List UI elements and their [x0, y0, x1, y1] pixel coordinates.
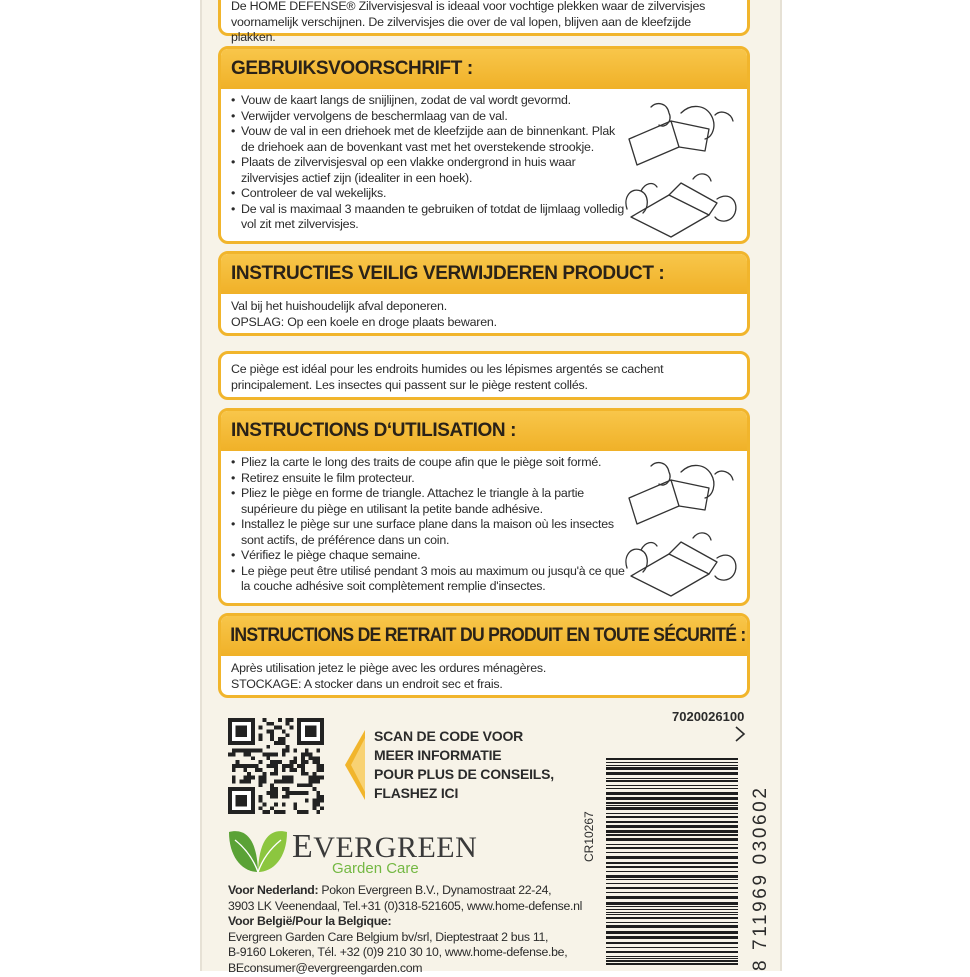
instruction-step: • De val is maximaal 3 maanden te gebruiken of totdat de lijmlaag volledig vol zit met zilvervisjes. — [231, 202, 626, 233]
intro-fr-box — [218, 351, 750, 400]
intro-nl-line1: De HOME DEFENSE® Zilvervisjesval is ideaal voor vochtige plekken waar de zilvervisjes — [231, 0, 706, 13]
instruction-step: • Vouw de val in een driehoek met de kleefzijde aan de binnenkant. Plak de driehoek aan de bovenkant vast met het overstekende strookje. — [231, 124, 626, 155]
chevron-right-icon — [733, 725, 747, 743]
scan-instructions — [374, 727, 614, 803]
contact-be-label: Voor België/Pour la Belgique: — [228, 914, 392, 929]
barcode — [606, 756, 738, 971]
usage-nl-steps — [231, 93, 626, 233]
contact-nl-label: Voor Nederland: — [228, 883, 319, 897]
intro-fr-line1: Ce piège est idéal pour les endroits humides ou les lépismes argentés se cachent — [231, 362, 664, 376]
instruction-step: • Plaats de zilvervisjesval op een vlakke ondergrond in huis waar zilvervisjes actief zijn (idealiter in een hoek). — [231, 155, 626, 186]
removal-nl-heading: INSTRUCTIES VEILIG VERWIJDEREN PRODUCT : — [221, 254, 747, 294]
instruction-step: • Pliez la carte le long des traits de coupe afin que le piège soit formé. — [231, 455, 626, 471]
instruction-step: • Retirez ensuite le film protecteur. — [231, 471, 626, 487]
panel-edge-right — [780, 0, 782, 971]
intro-nl-box — [218, 0, 750, 44]
instruction-step: • Vouw de kaart langs de snijlijnen, zodat de val wordt gevormd. — [231, 93, 626, 109]
instruction-step: • Le piège peut être utilisé pendant 3 mois au maximum ou jusqu'à ce que la couche adhésive soit complètement remplie d'insectes. — [231, 564, 626, 595]
folding-hands-illustration-icon — [621, 453, 741, 603]
removal-nl-box — [218, 251, 750, 336]
removal-fr-line2: STOCKAGE: A stocker dans un endroit sec et frais. — [231, 676, 503, 691]
evergreen-leaf-logo-icon — [227, 828, 289, 876]
usage-fr-box — [218, 408, 750, 606]
panel-edge-left — [200, 0, 202, 971]
brand-name: EVERGREEN — [292, 828, 478, 865]
contact-be-line1: Evergreen Garden Care Belgium bv/srl, Dieptestraat 2 bus 11, — [228, 929, 549, 944]
contact-nl-line2: 3903 LK Veenendaal, Tel.+31 (0)318-521605, www.home-defense.nl — [228, 898, 583, 913]
removal-fr-line1: Après utilisation jetez le piège avec les ordures ménagères. — [231, 661, 547, 675]
folding-hands-illustration-icon — [621, 99, 741, 239]
instruction-step: • Pliez le piège en forme de triangle. Attachez le triangle à la partie supérieure du piège en utilisant la petite bande adhésive. — [231, 486, 626, 517]
cr-code: CR10267 — [582, 811, 596, 862]
scan-line2: MEER INFORMATIE — [374, 747, 502, 763]
usage-fr-steps — [231, 455, 626, 595]
removal-nl-line2: OPSLAG: Op een koele en droge plaats bewaren. — [231, 314, 497, 329]
intro-fr-line2: principalement. Les insectes qui passent sur le piège restent collés. — [231, 377, 588, 392]
contact-be-line2: B-9160 Lokeren, Tél. +32 (0)9 210 30 10, www.home-defense.be, — [228, 945, 568, 960]
usage-nl-box — [218, 46, 750, 244]
contact-info — [228, 883, 598, 977]
product-code: 7020026100 — [672, 709, 745, 724]
intro-nl-line2: voornamelijk verschijnen. De zilvervisjes die over de val lopen, blijven aan de kleefzijde plakken. — [231, 14, 691, 44]
instruction-step: • Installez le piège sur une surface plane dans la maison où les insectes sont actifs, de préférence dans un coin. — [231, 517, 626, 548]
contact-be-line3: BEconsumer@evergreengarden.com — [228, 960, 423, 975]
qr-code[interactable] — [228, 718, 324, 814]
barcode-number: 8 711969 030602 — [750, 785, 771, 971]
scan-line1: SCAN DE CODE VOOR — [374, 728, 524, 744]
instruction-step: • Controleer de val wekelijks. — [231, 186, 626, 202]
removal-fr-box — [218, 613, 750, 698]
scan-line3: POUR PLUS DE CONSEILS, — [374, 766, 554, 782]
instruction-step: • Vérifiez le piège chaque semaine. — [231, 548, 626, 564]
usage-fr-heading: INSTRUCTIONS D‘UTILISATION : — [221, 411, 747, 451]
brand-tagline: Garden Care — [332, 860, 419, 877]
removal-fr-heading: INSTRUCTIONS DE RETRAIT DU PRODUIT EN TOUTE SÉCURITÉ : — [221, 616, 750, 656]
contact-nl-line1: Pokon Evergreen B.V., Dynamostraat 22-24, — [318, 883, 552, 897]
removal-nl-line1: Val bij het huishoudelijk afval deponeren. — [231, 299, 447, 313]
arrow-left-icon — [343, 730, 365, 800]
instruction-step: • Verwijder vervolgens de beschermlaag van de val. — [231, 109, 626, 125]
usage-nl-heading: GEBRUIKSVOORSCHRIFT : — [221, 49, 747, 89]
scan-line4: FLASHEZ ICI — [374, 785, 459, 801]
